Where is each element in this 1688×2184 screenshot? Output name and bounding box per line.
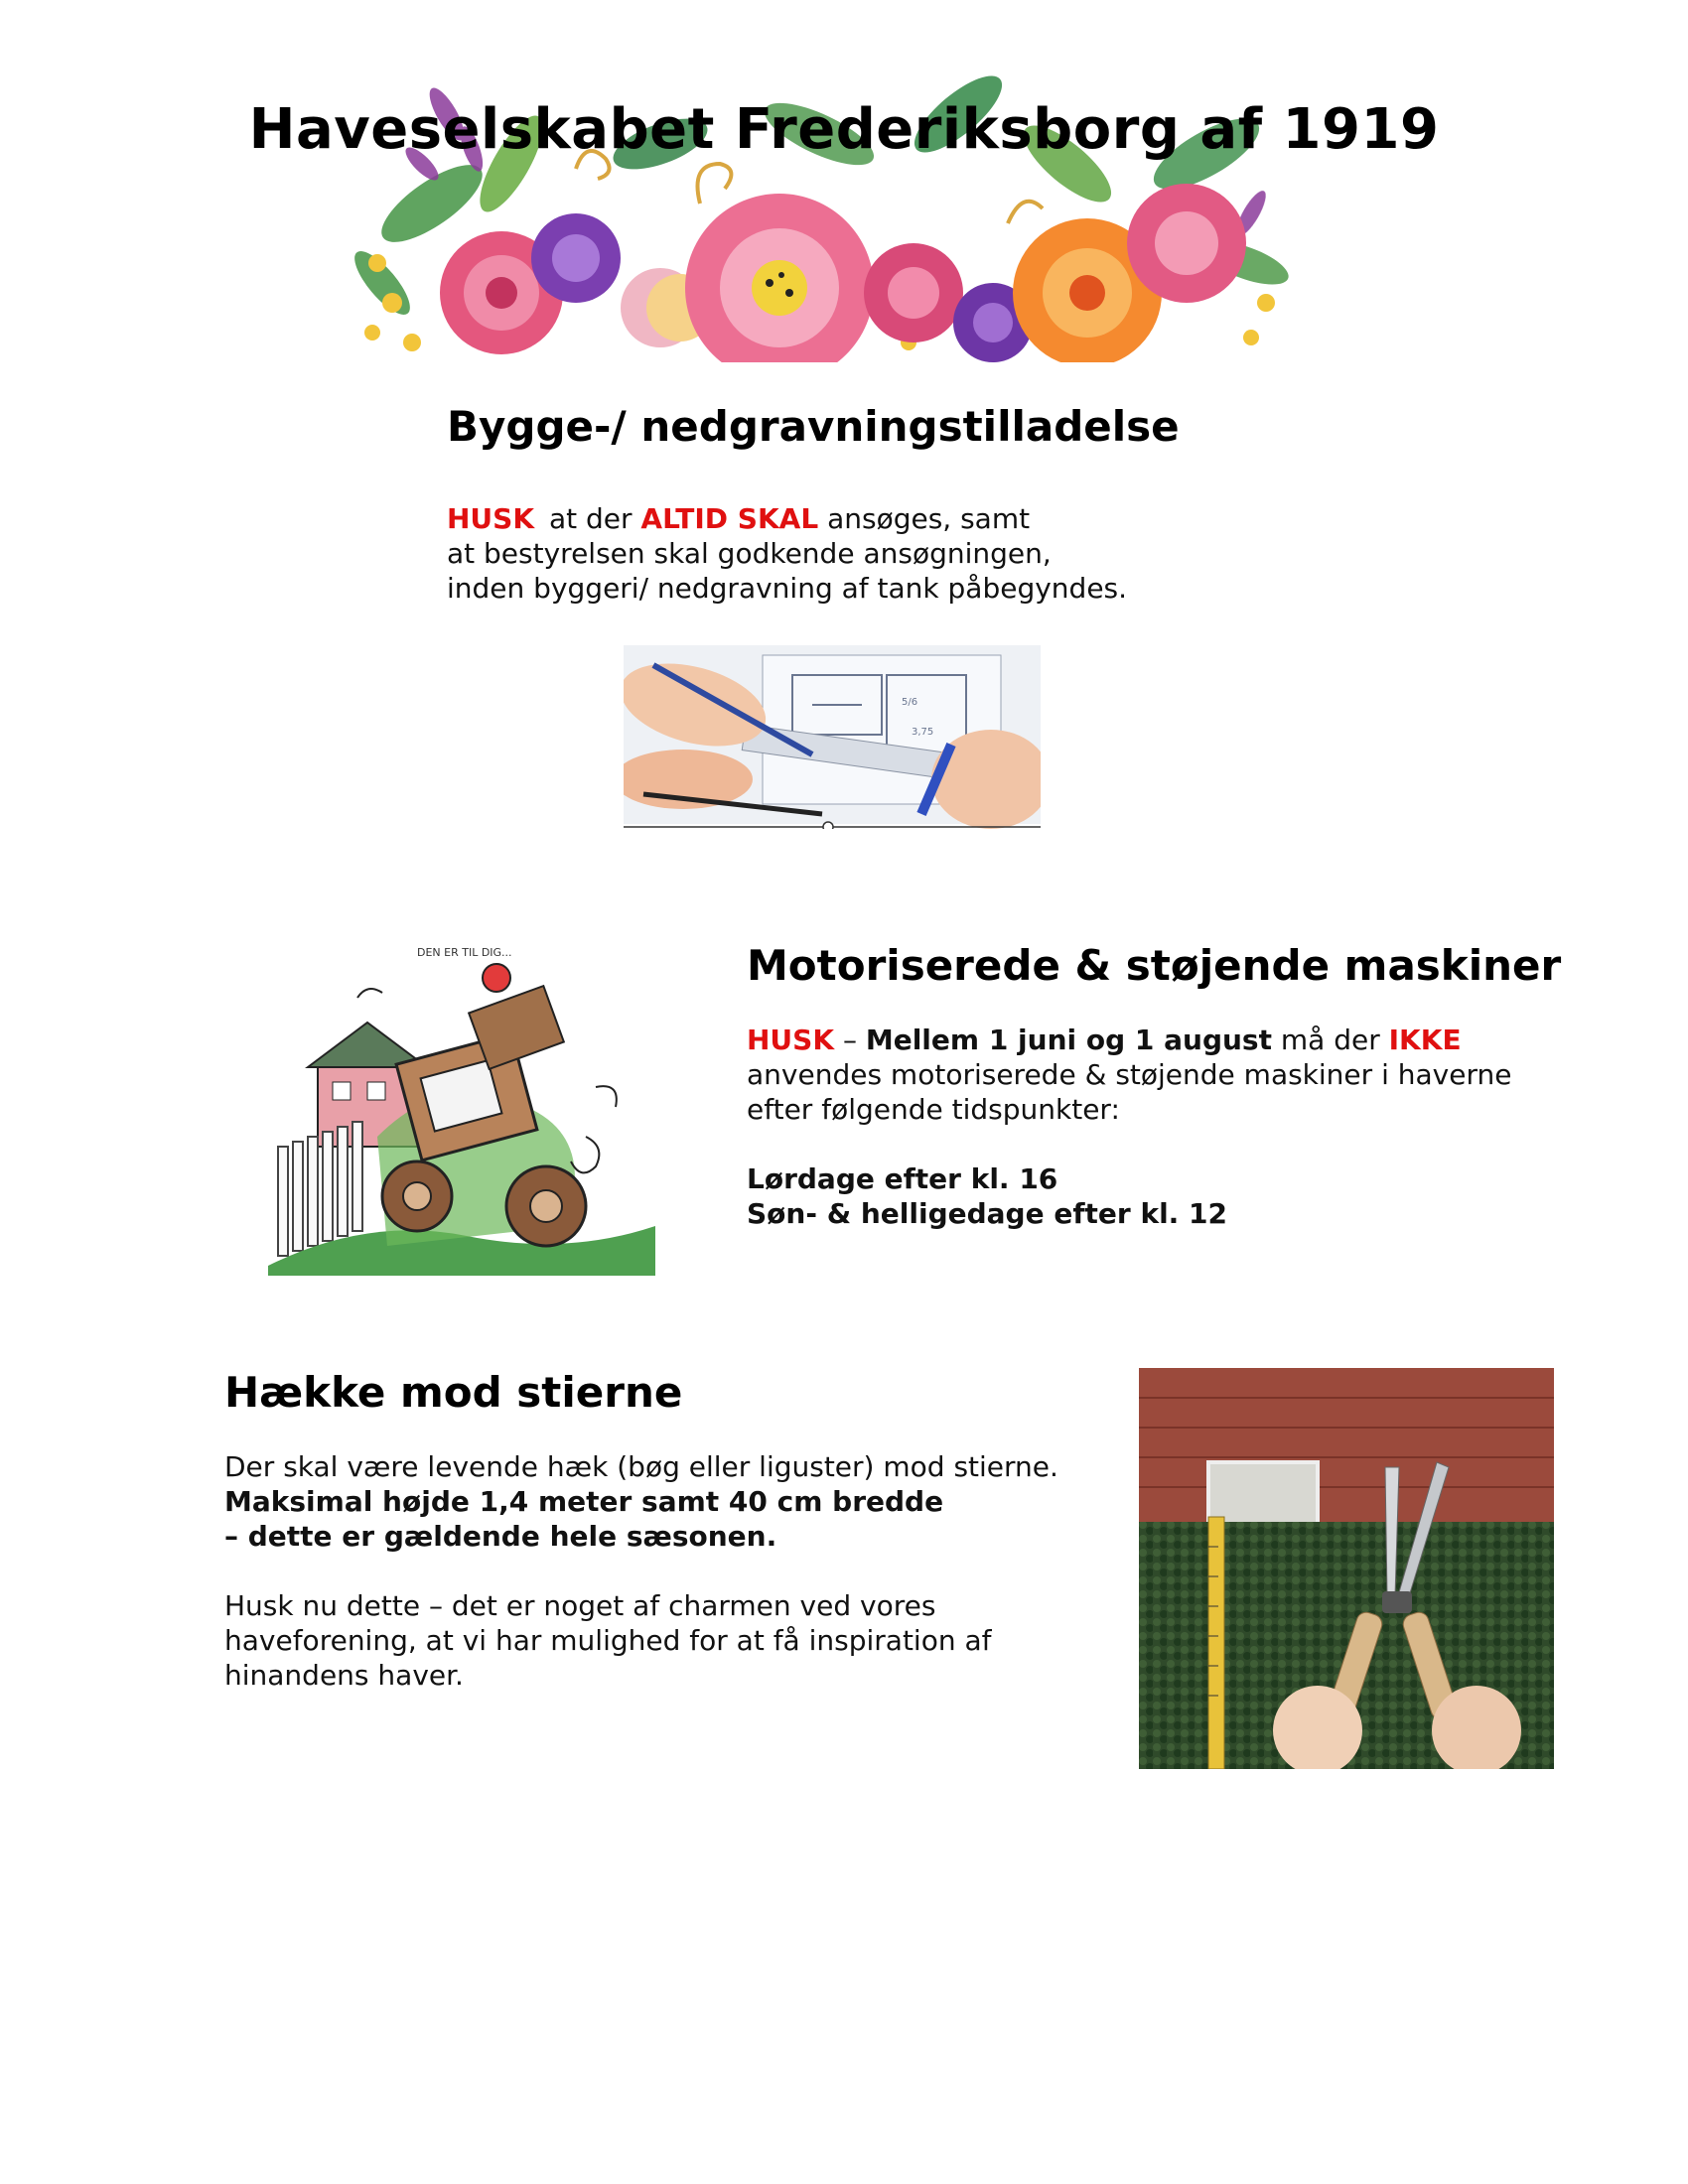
hedges-line-1: Der skal være levende hæk (bøg eller liguster) mod stierne.: [224, 1450, 1058, 1483]
altid-skal-label: ALTID SKAL: [640, 502, 819, 535]
ikke-label: IKKE: [1388, 1024, 1462, 1056]
building-permit-line-3: inden byggeri/ nedgravning af tank påbegyndes.: [447, 572, 1128, 605]
saturday-time: Lørdage efter kl. 16: [747, 1162, 1058, 1195]
hedges-max-height: Maksimal højde 1,4 meter samt 40 cm bredde: [224, 1485, 944, 1518]
noisy-machines-line-2: anvendes motoriserede & støjende maskiner i haverne: [747, 1058, 1512, 1091]
noisy-machines-text: [747, 1023, 1511, 1231]
section-heading-noisy-machines: Motoriserede & støjende maskiner: [747, 941, 1562, 990]
hedges-season-note: – dette er gældende hele sæsonen.: [224, 1520, 777, 1553]
husk-label: HUSK: [447, 502, 535, 535]
noisy-machines-line-3: efter følgende tidspunkter:: [747, 1093, 1120, 1126]
svg-text:3,75: 3,75: [912, 727, 934, 738]
page-title: Haveselskabet Frederiksborg af 1919: [248, 97, 1440, 162]
sunday-holiday-time: Søn- & helligedage efter kl. 12: [747, 1197, 1228, 1230]
building-permit-text: [447, 501, 1127, 606]
blueprint-drawing-image: [624, 645, 1041, 829]
section-heading-hedges: Hække mod stierne: [224, 1368, 683, 1417]
period-label: Mellem 1 juni og 1 august: [865, 1024, 1272, 1056]
building-permit-line-1: HUSK at der ALTID SKAL ansøges, samt: [447, 502, 1031, 535]
hedges-line-5: haveforening, at vi har mulighed for at få inspiration af: [224, 1624, 992, 1657]
lawnmower-cartoon-image: [268, 938, 655, 1276]
hedges-line-4: Husk nu dette – det er noget af charmen ved vores: [224, 1589, 936, 1622]
husk-label: HUSK: [747, 1024, 835, 1056]
hedges-line-6: hinandens haver.: [224, 1659, 464, 1692]
noisy-machines-line-1: HUSK – Mellem 1 juni og 1 august må der IKKE: [747, 1024, 1462, 1056]
hedge-trimming-photo: [1139, 1368, 1554, 1769]
svg-text:5/6: 5/6: [902, 697, 918, 708]
building-permit-line-2: at bestyrelsen skal godkende ansøgningen,: [447, 537, 1052, 570]
section-heading-building-permit: Bygge-/ nedgravningstilladelse: [447, 402, 1180, 451]
cartoon-caption: DEN ER TIL DIG...: [417, 946, 512, 959]
hedges-text: [224, 1449, 1058, 1693]
